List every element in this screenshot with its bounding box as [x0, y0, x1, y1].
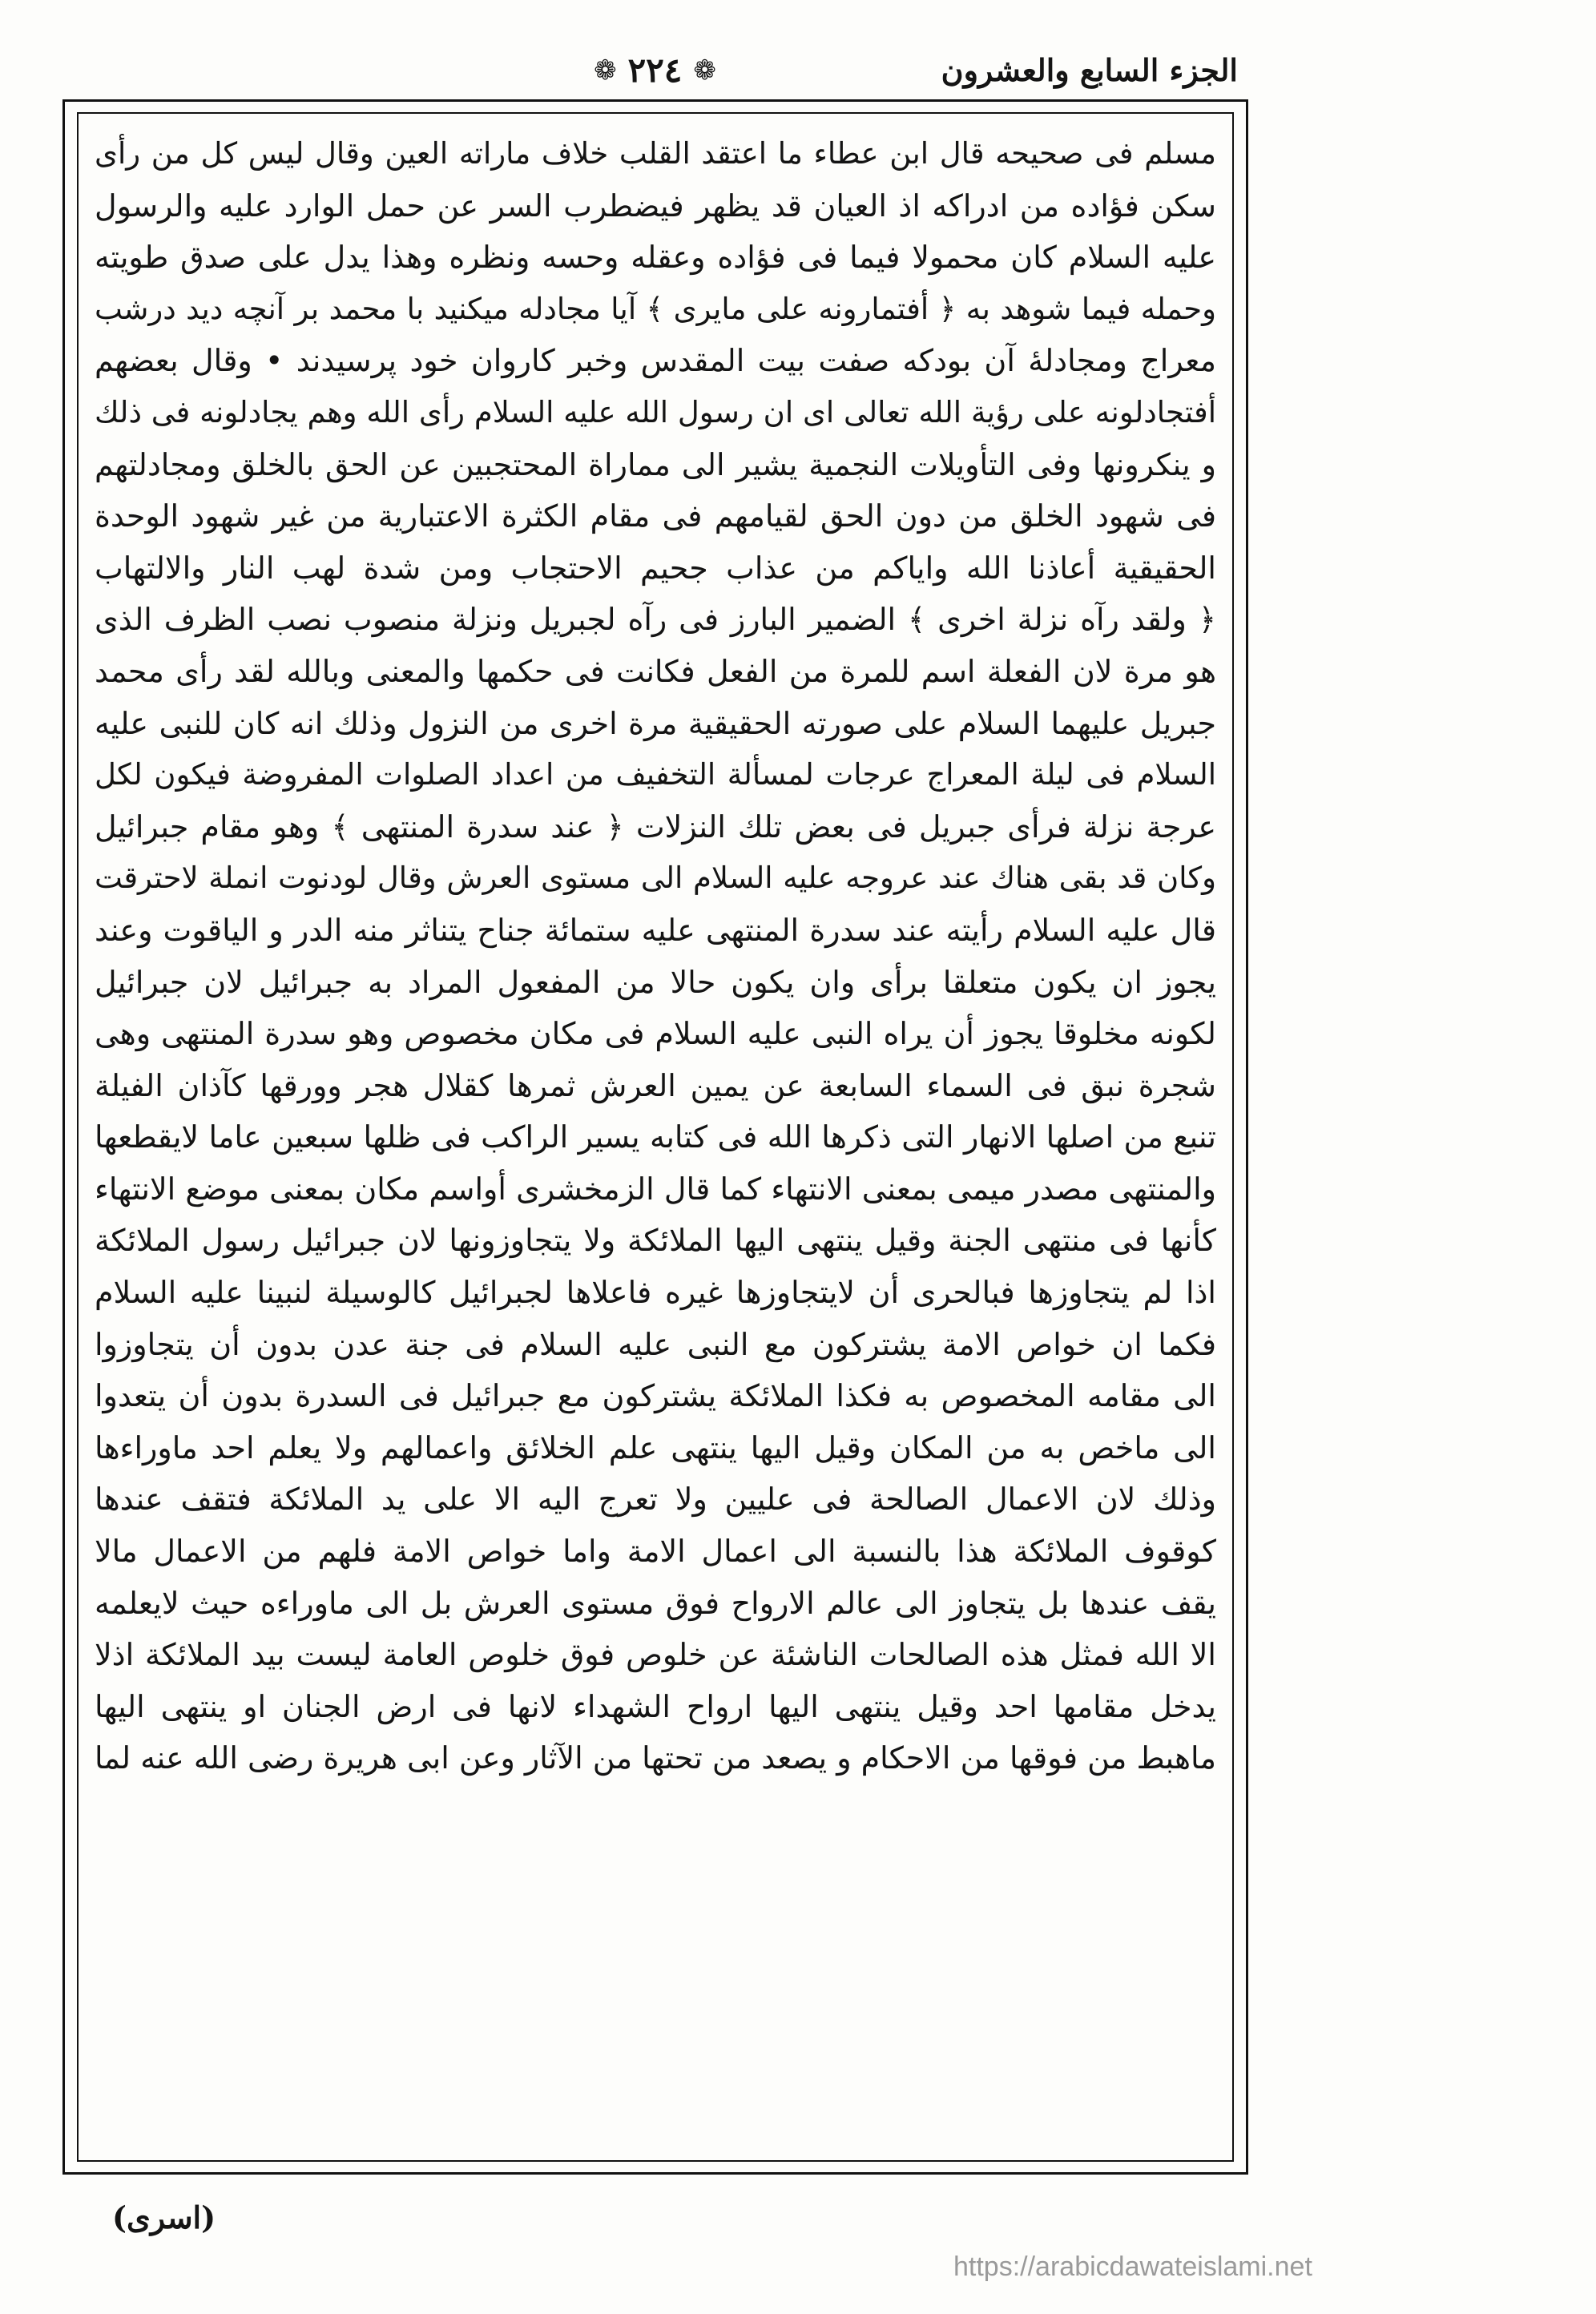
text-line: شجرة نبق فى السماء السابعة عن يمين العرش ثمرها كقلال هجر وورقها كآذان الفيلة	[95, 1067, 1216, 1103]
running-title: الجزء السابع والعشرون	[941, 52, 1238, 88]
ornament-left-icon: ❁	[594, 54, 617, 87]
text-line: وذلك لان الاعمال الصالحة فى عليين ولا تعرج اليه الا على يد الملائكة فتقف عندها	[95, 1482, 1216, 1518]
text-line: الى مقامه المخصوص به فكذا الملائكة يشتركون مع جبرائيل فى السدرة بدون أن يتعدوا	[95, 1378, 1216, 1414]
text-line: وكان قد بقى هناك عند عروجه عليه السلام الى مستوى العرش وقال لودنوت انملة لاحترقت	[95, 861, 1216, 896]
text-line: السلام فى ليلة المعراج عرجات لمسألة التخفيف من اعداد الصلوات المفروضة فيكون لكل	[95, 757, 1216, 792]
text-line: كوقوف الملائكة هذا بالنسبة الى اعمال الامة واما خواص الامة فلهم من الاعمال مالا	[95, 1534, 1216, 1570]
text-line: مسلم فى صحيحه قال ابن عطاء ما اعتقد القلب خلاف ماراته العين وقال ليس كل من رأى	[95, 136, 1216, 171]
text-line: يجوز ان يكون متعلقا برأى وان يكون حالا من المفعول المراد به جبرائيل لان جبرائيل	[95, 964, 1216, 1000]
text-line: ﴿ ولقد رآه نزلة اخرى ﴾ الضمير البارز فى رآه لجبريل ونزلة منصوب نصب الظرف الذى	[95, 602, 1216, 638]
main-text-block	[95, 128, 1216, 2147]
text-line: عليه السلام كان محمولا فيما فى فؤاده وعقله وحسه ونظره وهذا يدل على صدق طويته	[95, 240, 1216, 276]
catchword: (اسرى)	[112, 2199, 216, 2235]
page-number-block	[594, 46, 716, 95]
text-line: معراج ومجادلهٔ آن بودكه صفت بيت المقدس وخبر كاروان خود پرسيدند • وقال بعضهم	[95, 343, 1216, 379]
text-line: كأنها فى منتهى الجنة وقيل ينتهى اليها الملائكة ولا يتجاوزونها لان جبرائيل رسول الملائكة	[95, 1223, 1216, 1259]
page-header	[72, 46, 1238, 95]
page-number: ٢٢٤	[627, 50, 683, 90]
text-line: الحقيقية أعاذنا الله واياكم من عذاب جحيم الاحتجاب ومن شدة لهب النار والالتهاب	[95, 550, 1216, 586]
text-line: فى شهود الخلق من دون الحق لقيامهم فى مقام الكثرة الاعتبارية من غير شهود الوحدة	[95, 498, 1216, 534]
text-line: الى ماخص به من المكان وقيل اليها ينتهى علم الخلائق واعمالهم ولا يعلم احد ماوراءها	[95, 1429, 1216, 1465]
text-line: ماهبط من فوقها من الاحكام و يصعد من تحتها من الآثار وعن ابى هريرة رضى الله عنه لما	[95, 1740, 1216, 1776]
text-line: جبريل عليهما السلام على صورته الحقيقية مرة اخرى من النزول وذلك انه كان للنبى عليه	[95, 705, 1216, 741]
watermark-url: https://arabicdawateislami.net	[953, 2252, 1312, 2282]
text-line: وحمله فيما شوهد به ﴿ أفتمارونه على مايرى ﴾ آيا مجادله ميكنيد با محمد بر آنچه ديد درشب	[95, 291, 1216, 326]
text-line: فكما ان خواص الامة يشتركون مع النبى عليه السلام فى جنة عدن بدون أن يتجاوزوا	[95, 1326, 1216, 1362]
text-line: يقف عندها بل يتجاوز الى عالم الارواح فوق مستوى العرش بل الى ماوراءه حيث لايعلمه	[95, 1585, 1216, 1621]
text-line: هو مرة لان الفعلة اسم للمرة من الفعل فكانت فى حكمها والمعنى وبالله لقد رأى محمد	[95, 653, 1216, 689]
text-line: عرجة نزلة فرأى جبريل فى بعض تلك النزلات ﴿ عند سدرة المنتهى ﴾ وهو مقام جبرائيل	[95, 808, 1216, 845]
ornament-right-icon: ❁	[693, 54, 716, 87]
text-line: لكونه مخلوقا يجوز أن يراه النبى عليه السلام فى مكان مخصوص وهو سدرة المنتهى وهى	[95, 1016, 1216, 1052]
text-line: قال عليه السلام رأيته عند سدرة المنتهى عليه ستمائة جناح يتناثر منه الدر و الياقوت وعند	[95, 912, 1216, 948]
text-line: أفتجادلونه على رؤية الله تعالى اى ان رسول الله عليه السلام رأى الله وهم يجادلونه فى ذلك	[95, 394, 1216, 429]
text-line: و ينكرونها وفى التأويلات النجمية يشير الى مماراة المحتجبين عن الحق بالخلق ومجادلتهم	[95, 446, 1216, 482]
text-line: تنبع من اصلها الانهار التى ذكرها الله فى كتابه يسير الراكب فى ظلها سبعين عاما لايقطعها	[95, 1119, 1216, 1155]
text-line: يدخل مقامها احد وقيل ينتهى اليها ارواح الشهداء لانها فى ارض الجنان او ينتهى اليها	[95, 1688, 1216, 1724]
text-line: الا الله فمثل هذه الصالحات الناشئة عن خلوص فوق خلوص العامة ليست بيد الملائكة اذلا	[95, 1637, 1216, 1673]
text-line: والمنتهى مصدر ميمى بمعنى الانتهاء كما قال الزمخشرى أواسم مكان بمعنى موضع الانتهاء	[95, 1171, 1216, 1207]
text-line: اذا لم يتجاوزها فبالحرى أن لايتجاوزها غيره فاعلاها لجبرائيل كالوسيلة لنبينا عليه السلام	[95, 1275, 1216, 1311]
text-line: سكن فؤاده من ادراكه اذ العيان قد يظهر فيضطرب السر عن حمل الوارد عليه والرسول	[95, 187, 1216, 224]
